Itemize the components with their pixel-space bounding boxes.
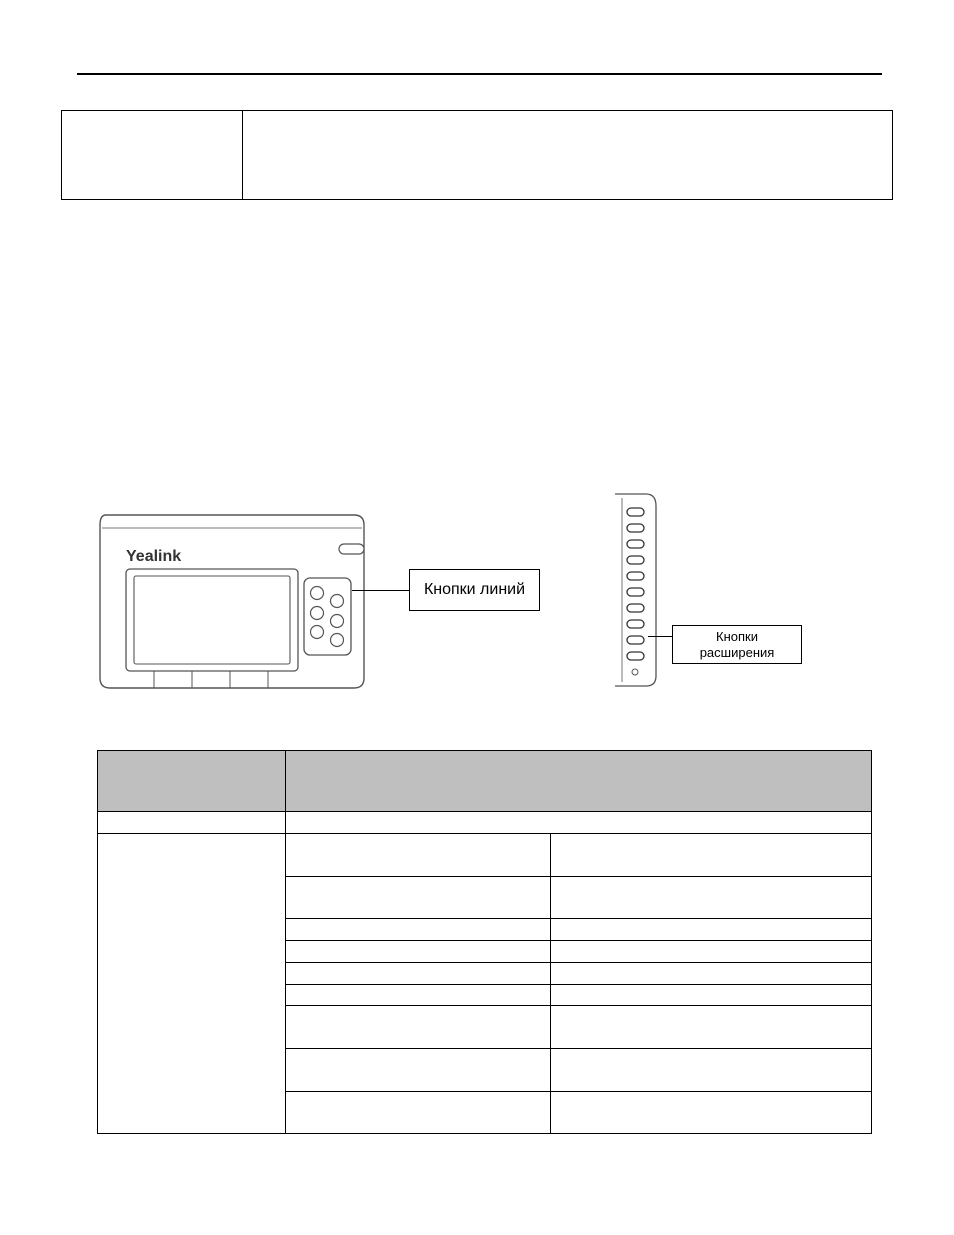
expansion-callout-line2: расширения (699, 644, 775, 660)
table-header-cell-2 (286, 751, 872, 812)
phone-brand-logo: Yealink (126, 548, 182, 565)
table-merged-cell (98, 834, 286, 1134)
line-keys-leader (352, 590, 409, 591)
expansion-module-illustration (612, 492, 660, 688)
expansion-keys-callout (672, 625, 802, 664)
expansion-screw (632, 669, 638, 675)
expansion-keys-leader (648, 636, 672, 637)
table-row (98, 834, 872, 877)
line-keys-callout-text: Кнопки линий (423, 581, 526, 598)
top-table-divider (242, 111, 243, 199)
line-keys-callout (409, 569, 540, 611)
phone-indicator-slot (339, 544, 364, 554)
table-header-row (98, 751, 872, 812)
phone-illustration (96, 513, 368, 691)
table-header-cell-1 (98, 751, 286, 812)
header-rule (77, 73, 882, 75)
top-info-table (61, 110, 893, 200)
expansion-callout-line1: Кнопки (716, 628, 758, 644)
table-row (98, 812, 872, 834)
keys-table (97, 750, 872, 1134)
phone-screen (134, 576, 290, 664)
